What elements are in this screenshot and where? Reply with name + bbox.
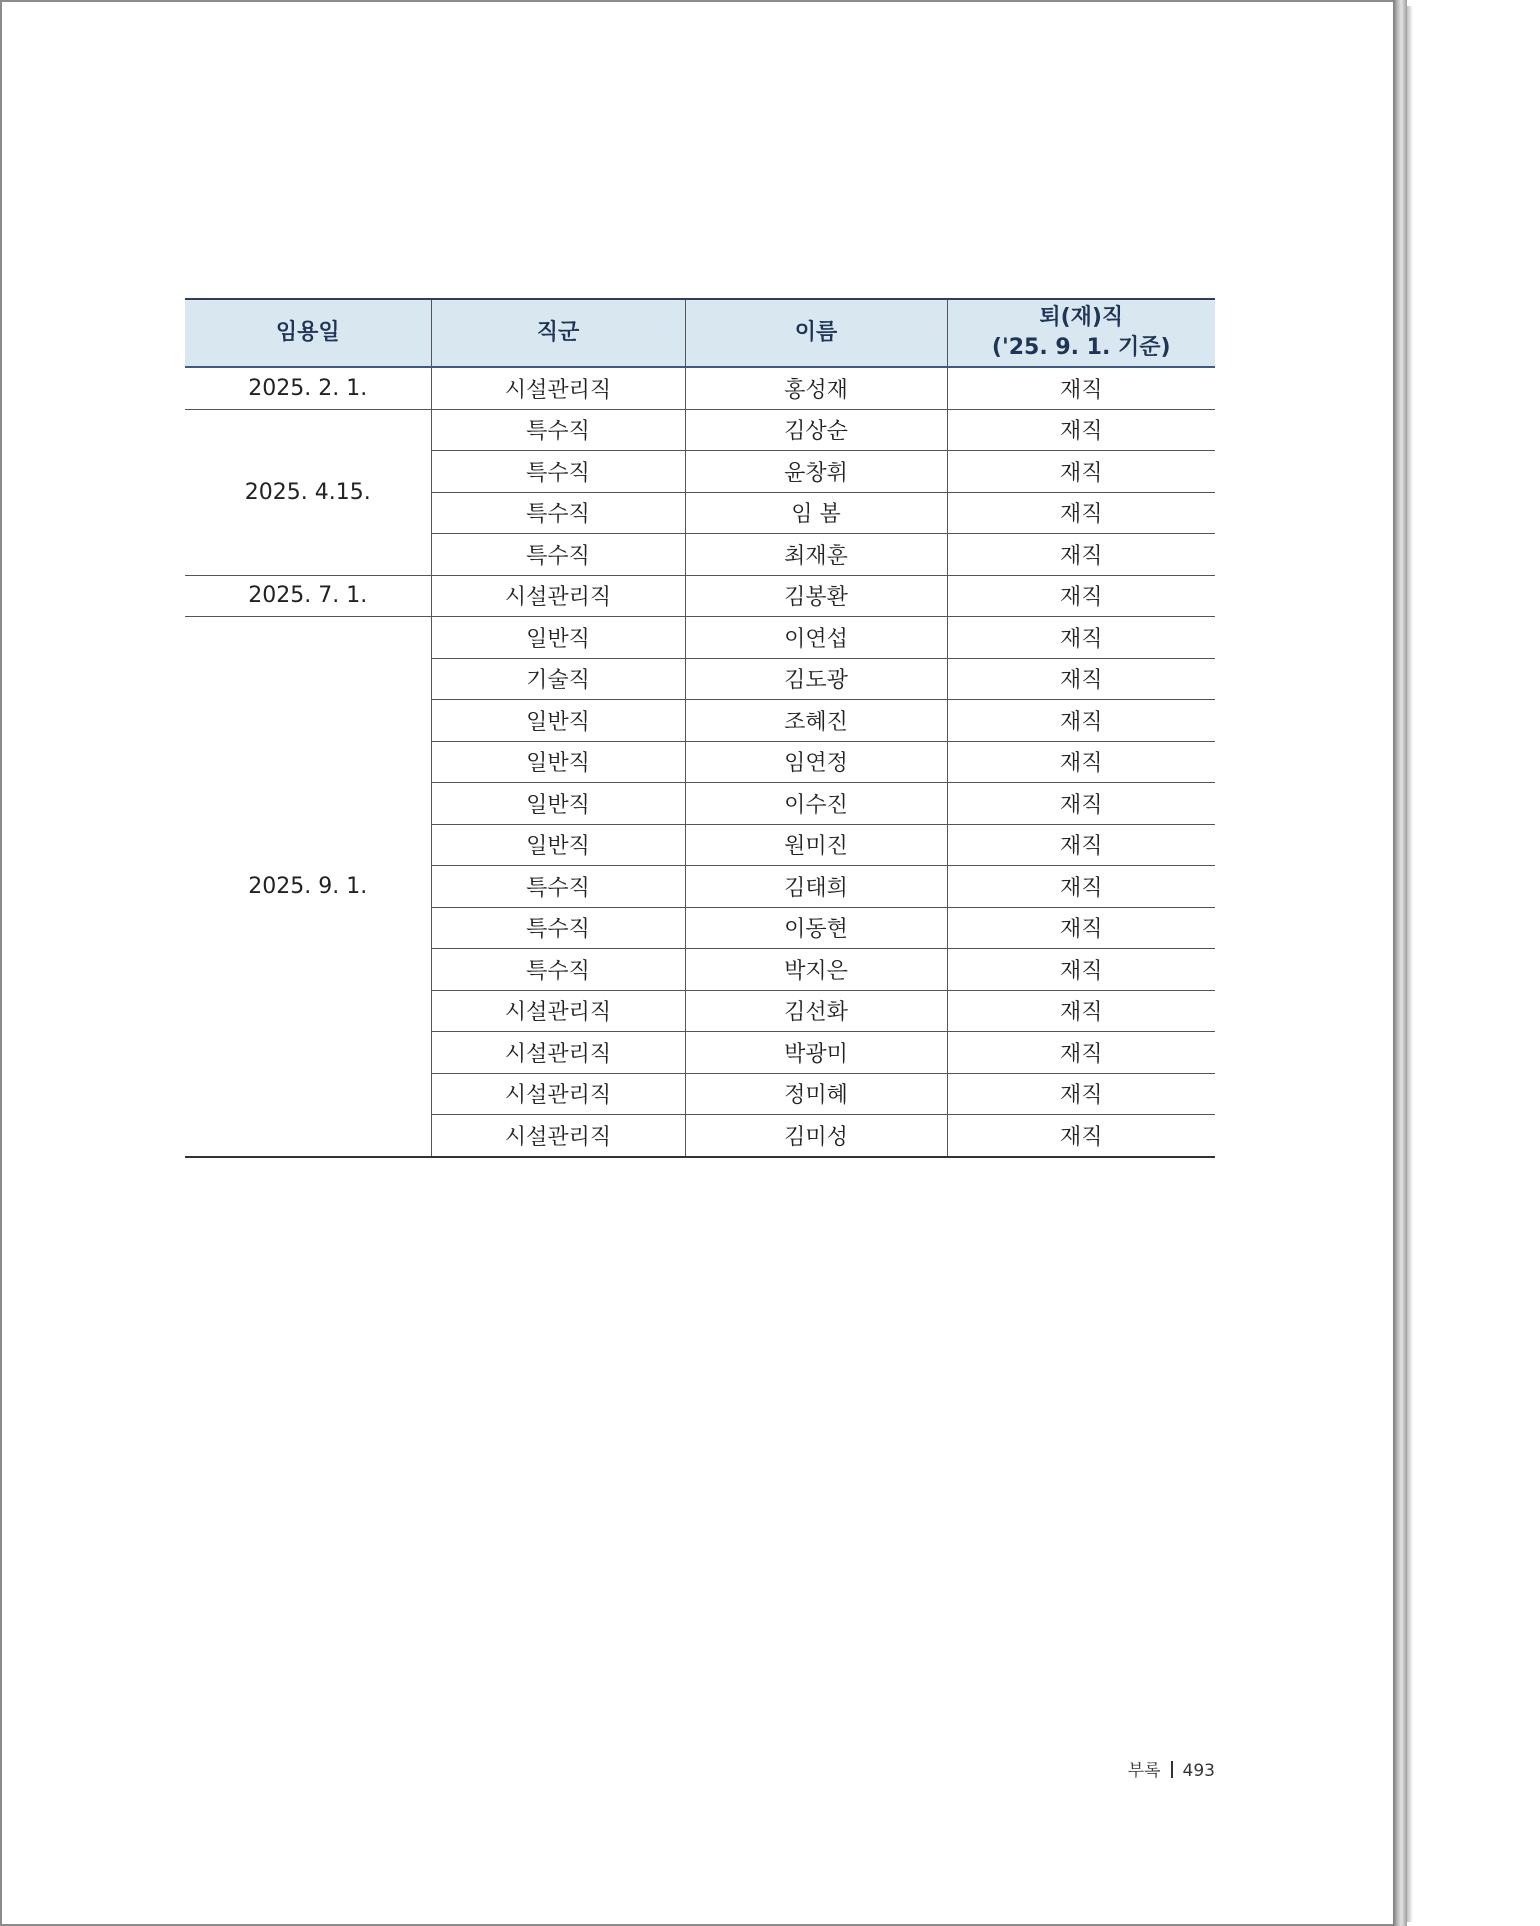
job-group-cell: 시설관리직 <box>431 1073 685 1115</box>
status-cell: 재직 <box>947 824 1215 866</box>
status-cell: 재직 <box>947 451 1215 493</box>
name-cell: 원미진 <box>685 824 947 866</box>
name-cell: 이동현 <box>685 907 947 949</box>
status-cell: 재직 <box>947 367 1215 409</box>
footer-separator <box>1171 1761 1173 1778</box>
status-cell: 재직 <box>947 1032 1215 1074</box>
job-group-cell: 특수직 <box>431 907 685 949</box>
table-body <box>185 367 1215 1157</box>
status-cell: 재직 <box>947 617 1215 659</box>
name-cell: 김미성 <box>685 1115 947 1157</box>
header-name: 이름 <box>685 299 947 367</box>
name-cell: 김도광 <box>685 658 947 700</box>
job-group-cell: 시설관리직 <box>431 1032 685 1074</box>
name-cell: 조혜진 <box>685 700 947 742</box>
job-group-cell: 특수직 <box>431 949 685 991</box>
name-cell: 박광미 <box>685 1032 947 1074</box>
header-status-line1: 퇴(재)직 <box>1039 305 1124 330</box>
status-cell: 재직 <box>947 409 1215 451</box>
job-group-cell: 기술직 <box>431 658 685 700</box>
name-cell: 이연섭 <box>685 617 947 659</box>
table-row <box>185 575 1215 617</box>
name-cell: 최재훈 <box>685 534 947 576</box>
job-group-cell: 일반직 <box>431 824 685 866</box>
name-cell: 김상순 <box>685 409 947 451</box>
page-footer <box>1060 1756 1215 1781</box>
staff-appointment-table <box>185 298 1215 1158</box>
name-cell: 임 봄 <box>685 492 947 534</box>
status-cell: 재직 <box>947 990 1215 1032</box>
status-cell: 재직 <box>947 866 1215 908</box>
status-cell: 재직 <box>947 783 1215 825</box>
footer-section: 부록 <box>1127 1761 1161 1781</box>
page-edge-shadow <box>1407 6 1413 1922</box>
page-edge <box>1393 0 1407 1926</box>
status-cell: 재직 <box>947 534 1215 576</box>
job-group-cell: 시설관리직 <box>431 990 685 1032</box>
appointment-date-cell: 2025. 7. 1. <box>185 575 431 617</box>
status-cell: 재직 <box>947 492 1215 534</box>
job-group-cell: 시설관리직 <box>431 575 685 617</box>
job-group-cell: 일반직 <box>431 700 685 742</box>
job-group-cell: 일반직 <box>431 617 685 659</box>
status-cell: 재직 <box>947 949 1215 991</box>
header-group: 직군 <box>431 299 685 367</box>
job-group-cell: 특수직 <box>431 866 685 908</box>
appointment-date-cell: 2025. 9. 1. <box>185 617 431 1157</box>
name-cell: 김선화 <box>685 990 947 1032</box>
job-group-cell: 특수직 <box>431 534 685 576</box>
name-cell: 김태희 <box>685 866 947 908</box>
page-number: 493 <box>1182 1761 1215 1781</box>
job-group-cell: 일반직 <box>431 783 685 825</box>
status-cell: 재직 <box>947 741 1215 783</box>
name-cell: 윤창휘 <box>685 451 947 493</box>
status-cell: 재직 <box>947 1073 1215 1115</box>
appointment-date-cell: 2025. 4.15. <box>185 409 431 575</box>
status-cell: 재직 <box>947 700 1215 742</box>
job-group-cell: 특수직 <box>431 451 685 493</box>
appointment-date-cell: 2025. 2. 1. <box>185 367 431 409</box>
name-cell: 정미혜 <box>685 1073 947 1115</box>
table-row <box>185 617 1215 659</box>
table-row <box>185 367 1215 409</box>
job-group-cell: 일반직 <box>431 741 685 783</box>
status-cell: 재직 <box>947 1115 1215 1157</box>
status-cell: 재직 <box>947 575 1215 617</box>
name-cell: 임연정 <box>685 741 947 783</box>
job-group-cell: 특수직 <box>431 409 685 451</box>
status-cell: 재직 <box>947 658 1215 700</box>
table-header-row <box>185 299 1215 367</box>
status-cell: 재직 <box>947 907 1215 949</box>
header-date: 임용일 <box>185 299 431 367</box>
name-cell: 김봉환 <box>685 575 947 617</box>
name-cell: 박지은 <box>685 949 947 991</box>
job-group-cell: 특수직 <box>431 492 685 534</box>
name-cell: 이수진 <box>685 783 947 825</box>
job-group-cell: 시설관리직 <box>431 367 685 409</box>
header-status-line2: ('25. 9. 1. 기준) <box>991 335 1171 360</box>
header-status <box>947 299 1215 367</box>
name-cell: 홍성재 <box>685 367 947 409</box>
table-row <box>185 409 1215 451</box>
job-group-cell: 시설관리직 <box>431 1115 685 1157</box>
